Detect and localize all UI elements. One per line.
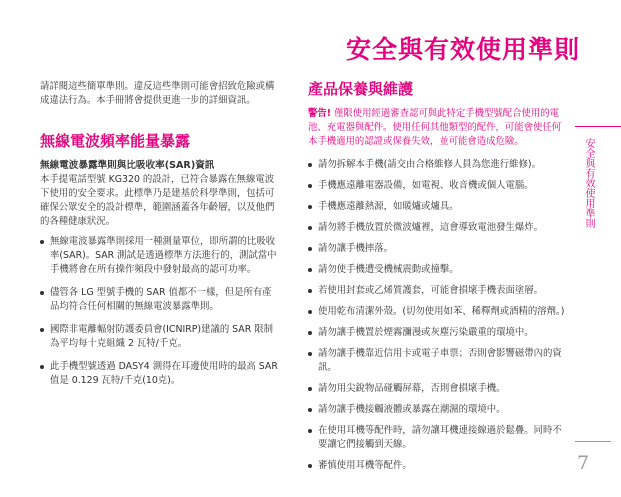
page-number-divider bbox=[575, 441, 611, 442]
list-item: 審慎使用耳機等配件。 bbox=[308, 459, 570, 473]
list-item: 無線電波暴露準則採用一種測量單位，即所謂的比吸收率(SAR)。SAR 測試是透過標準方法進行的，測試當中手機將會在所有操作頻段中發射最高的認可功率。 bbox=[40, 235, 278, 277]
right-column bbox=[308, 80, 570, 480]
list-item: 請勿用尖銳物品碰觸屏幕，否則會損壞手機。 bbox=[308, 382, 570, 396]
list-item: 請勿讓手機靠近信用卡或電子車票；否則會影響磁帶內的資訊。 bbox=[308, 347, 570, 375]
subheading-sar: 無線電波暴露準則與比吸收率(SAR)資訊 bbox=[40, 160, 215, 171]
list-item: 國際非電離輻射防護委員會(ICNIRP)建議的 SAR 限制為平均每十克組織 2 瓦特/千克。 bbox=[40, 323, 278, 351]
list-item: 使用乾布清潔外殼。(切勿使用如苯、稀釋劑或酒精的溶劑。) bbox=[308, 305, 570, 319]
list-item: 手機應遠離熱源，如暖爐或爐具。 bbox=[308, 200, 570, 214]
list-item: 請勿拆解本手機(請交由合格維修人員為您進行維修)。 bbox=[308, 158, 570, 172]
list-item: 手機應遠離電器設備，如電視、收音機或個人電腦。 bbox=[308, 179, 570, 193]
section-heading-product-care: 產品保養與維護 bbox=[308, 80, 414, 98]
section-heading-rf-exposure: 無線電波頻率能量暴露 bbox=[40, 132, 191, 150]
care-bullet-list bbox=[308, 158, 570, 473]
list-item: 請勿將手機放置於微波爐裡，這會導致電池發生爆炸。 bbox=[308, 221, 570, 235]
sar-bullet-list bbox=[40, 235, 278, 388]
side-section-label: 安全與有效使用準則 bbox=[583, 138, 594, 228]
list-item: 請勿讓手機接觸液體或暴露在潮濕的環境中。 bbox=[308, 403, 570, 417]
warning-text: 僅限使用經過審查認可與此特定手機型號配合使用的電池、充電器與配件。使用任何其他類型的配件，可能會使任何本手機適用的認證或保養失效，並可能會造成危險。 bbox=[308, 108, 562, 147]
page-title: 安全與有效使用準則 bbox=[345, 35, 580, 64]
intro-paragraph: 請詳閱這些簡單準則。違反這些準則可能會招致危險或構成違法行為。本手冊將會提供更進一步的詳細資訊。 bbox=[40, 81, 275, 106]
list-item: 在使用耳機等配件時，請勿讓耳機連接線過於鬆疊。同時不要讓它們接觸到天線。 bbox=[308, 424, 570, 452]
warning-label: 警告! bbox=[308, 108, 332, 119]
list-item: 請勿使手機遭受機械震動或撞擊。 bbox=[308, 263, 570, 277]
sar-body-paragraph: 本手提電話型號 KG320 的設計，已符合暴露在無線電波下使用的安全要求。此標準乃是建基於科學準則，包括可確保公眾安全的設計標準，範圍涵蓋各年齡層，以及他們的各種健康狀況。 bbox=[40, 174, 275, 227]
list-item: 此手機型號透過 DASY4 測得在耳邊使用時的最高 SAR 值是 0.129 瓦特/千克(10克)。 bbox=[40, 360, 278, 388]
page-number: 7 bbox=[577, 452, 590, 474]
list-item: 若使用封套或乙烯質護套，可能會損壞手機表面塗層。 bbox=[308, 284, 570, 298]
list-item: 請勿讓手機置於煙霧瀰漫或灰塵污染嚴重的環境中。 bbox=[308, 326, 570, 340]
list-item: 請勿讓手機摔落。 bbox=[308, 242, 570, 256]
warning-paragraph bbox=[308, 107, 570, 149]
list-item: 儘管各 LG 型號手機的 SAR 值都不一樣，但是所有產品均符合任何相關的無線電波暴露準則。 bbox=[40, 286, 278, 314]
side-divider bbox=[575, 126, 621, 127]
left-column bbox=[40, 80, 278, 397]
